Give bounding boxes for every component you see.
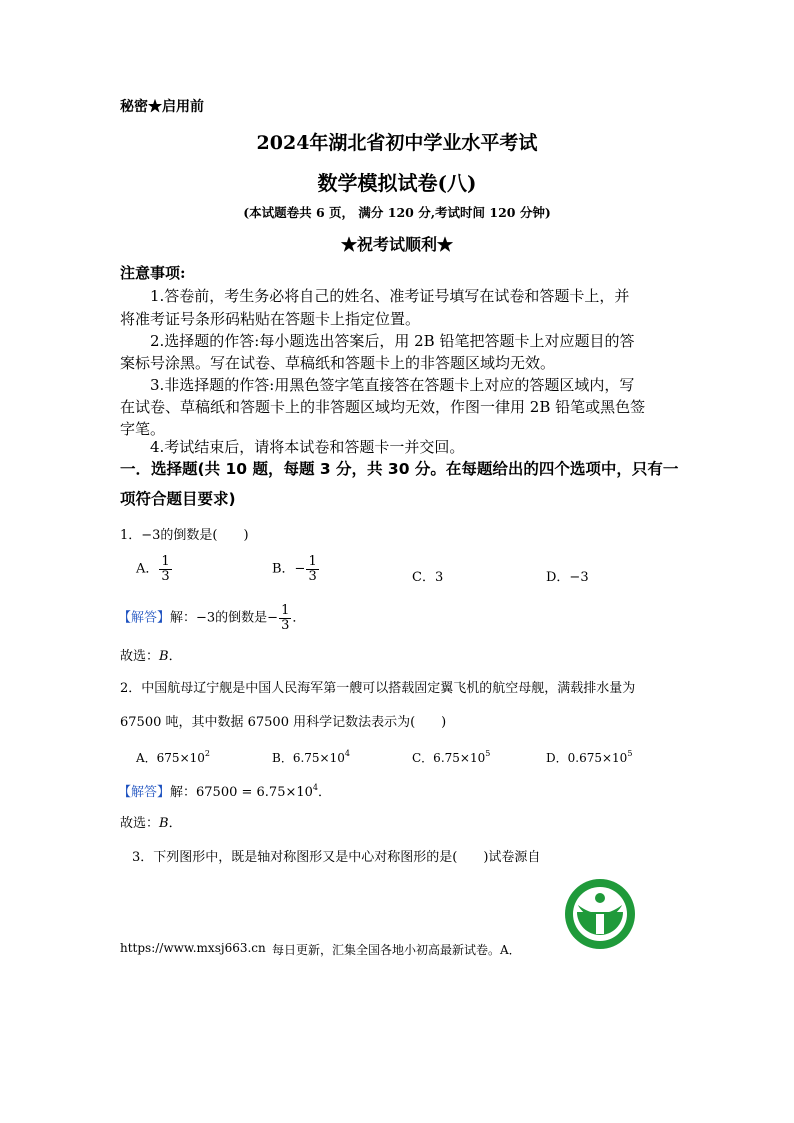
note-2-line-2: 案标号涂黑。写在试卷、草稿纸和答题卡上的非答题区域均无效。 (120, 354, 556, 372)
option-d-base: D．0.675×10 (546, 751, 628, 765)
note-2-line-1: 2.选择题的作答:每小题选出答案后，用 2B 铅笔把答题卡上对应题目的答 (150, 332, 635, 350)
option-b-label: B．− (272, 561, 306, 577)
question-2-option-a (136, 749, 210, 766)
option-d-exponent: 5 (627, 749, 633, 758)
answer-tag: 【解答】 (118, 785, 171, 800)
answer-text: 解：67500 = 6.75×10 (170, 785, 313, 800)
fraction (159, 555, 171, 583)
answer-end: ． (318, 785, 332, 800)
fraction-denominator: 3 (161, 568, 170, 584)
option-b-base: B．6.75×10 (272, 751, 345, 765)
secret-label: 秘密★启用前 (120, 99, 204, 115)
note-3-line-1: 3.非选择题的作答:用黑色签字笔直接答在答题卡上对应的答题区域内，写 (150, 376, 635, 394)
fraction-numerator: 1 (281, 603, 290, 618)
question-2-stem-line-1: 2．中国航母辽宁舰是中国人民海军第一艘可以搭载固定翼飞机的航空母舰，满载排水量为 (120, 681, 636, 696)
green-food-logo-icon (564, 878, 636, 950)
question-1-choice (120, 645, 182, 664)
logo-sprout-dot (595, 893, 605, 903)
choice-label: 故选： (120, 816, 160, 831)
section-1-heading-line-2: 项符合题目要求) (120, 490, 236, 508)
question-2-option-c (412, 749, 490, 766)
answer-end: ． (292, 610, 306, 626)
option-c-base: C．6.75×10 (412, 751, 486, 765)
question-2-stem-line-2: 67500 吨，其中数据 67500 用科学记数法表示为( ) (120, 715, 447, 730)
answer-exponent: 4 (312, 783, 319, 792)
choice-value: B (159, 816, 169, 831)
question-1-stem: 1．−3的倒数是( ) (120, 528, 249, 543)
question-1-answer (118, 604, 305, 632)
exam-subtitle: 数学模拟试卷(八) (317, 171, 477, 195)
answer-text: 解：−3的倒数是− (170, 610, 279, 626)
fraction-denominator: 3 (281, 617, 290, 633)
option-b-exponent: 4 (344, 749, 350, 758)
note-1-line-1: 1.答卷前，考生务必将自己的姓名、准考证号填写在试卷和答题卡上，并 (150, 287, 630, 305)
exam-info: (本试题卷共 6 页， 满分 120 分,考试时间 120 分钟) (243, 205, 551, 220)
section-1-heading-line-1: 一．选择题(共 10 题，每题 3 分，共 30 分。在每题给出的四个选项中，只有一 (120, 460, 679, 478)
fraction (306, 555, 318, 583)
option-a-exponent: 2 (204, 749, 210, 758)
question-1-option-a (136, 555, 173, 583)
choice-value: B (159, 649, 169, 664)
question-2-option-d (546, 749, 632, 766)
choice-label: 故选： (120, 649, 160, 664)
answer-tag: 【解答】 (118, 610, 171, 626)
question-2-option-b (272, 749, 350, 766)
option-a-label: A． (136, 561, 159, 577)
logo-stem (596, 914, 604, 934)
question-3-stem: 3．下列图形中，既是轴对称图形又是中心对称图形的是( )试卷源自 (132, 850, 541, 865)
note-3-line-3: 字笔。 (120, 420, 166, 438)
option-a-base: A．675×10 (136, 751, 205, 765)
notes-heading: 注意事项: (120, 264, 186, 282)
choice-end: ． (168, 649, 182, 664)
exam-title: 2024年湖北省初中学业水平考试 (256, 132, 538, 154)
option-c-exponent: 5 (485, 749, 491, 758)
question-1-option-c: C．3 (412, 570, 444, 585)
note-3-line-2: 在试卷、草稿纸和答题卡上的非答题区域均无效，作图一律用 2B 铅笔或黑色签 (120, 398, 646, 416)
footer-text: 每日更新，汇集全国各地小初高最新试卷。A． (272, 943, 521, 957)
footer-url[interactable]: https://www.mxsj663.cn (120, 941, 266, 955)
question-2-answer (118, 781, 331, 800)
question-1-option-d: D．−3 (546, 570, 589, 585)
choice-end: ． (168, 816, 182, 831)
note-1-line-2: 将准考证号条形码粘贴在答题卡上指定位置。 (120, 310, 421, 328)
question-1-option-b (272, 555, 320, 583)
note-4-line-1: 4.考试结束后，请将本试卷和答题卡一并交回。 (150, 438, 465, 456)
fraction-denominator: 3 (308, 568, 317, 584)
fraction (279, 604, 291, 632)
exam-wish: ★祝考试顺利★ (340, 235, 453, 254)
fraction-numerator: 1 (161, 554, 170, 569)
question-2-choice (120, 812, 182, 831)
fraction-numerator: 1 (308, 554, 317, 569)
